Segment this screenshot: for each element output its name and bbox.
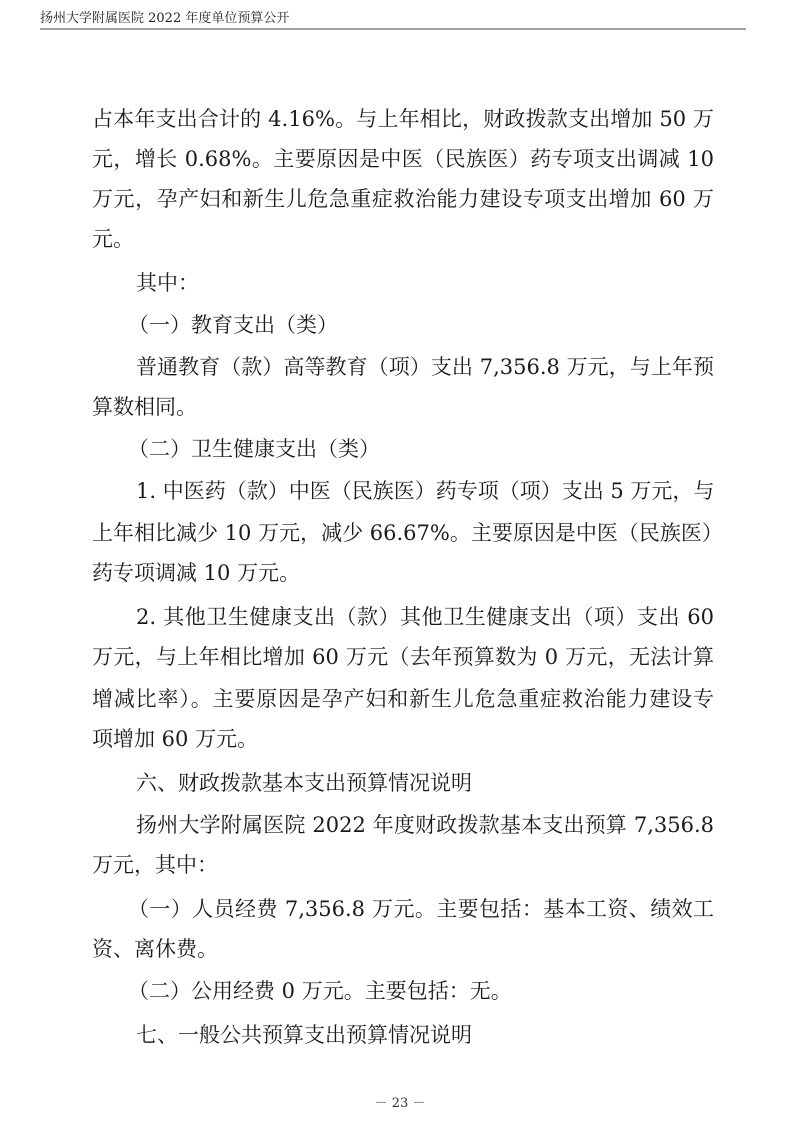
text-line: 万元，其中： [92, 853, 218, 877]
text-line: 增减比率）。主要原因是孕产妇和新生儿危急重症救治能力建设专 [92, 687, 714, 711]
header-divider [40, 28, 746, 30]
text-line: 普通教育（款）高等教育（项）支出 7,356.8 万元，与上年预 [136, 355, 714, 379]
text-line: （二）公用经费 0 万元。主要包括：无。 [128, 979, 512, 1003]
header-title: 扬州大学附属医院 2022 年度单位预算公开 [40, 11, 290, 26]
text-line: 药专项调减 10 万元。 [92, 561, 301, 585]
page-header [40, 10, 746, 30]
text-line: 资、离休费。 [92, 937, 218, 961]
text-line: 占本年支出合计的 4.16%。与上年相比，财政拨款支出增加 50 万 [92, 107, 714, 131]
text-line: 万元，与上年相比增加 60 万元（去年预算数为 0 万元，无法计算 [92, 645, 714, 669]
text-line: 项增加 60 万元。 [92, 727, 259, 751]
text-line: 元。 [92, 227, 134, 251]
text-line: 元，增长 0.68%。主要原因是中医（民族医）药专项支出调减 10 [92, 147, 714, 171]
text-line: 上年相比减少 10 万元，减少 66.67%。主要原因是中医（民族医） [92, 521, 723, 545]
text-line: 其中： [136, 271, 199, 295]
text-line: （二）卫生健康支出（类） [128, 437, 380, 461]
text-line: 万元，孕产妇和新生儿危急重症救治能力建设专项支出增加 60 万 [92, 187, 714, 211]
text-line: 算数相同。 [92, 395, 197, 419]
text-line: 六、财政拨款基本支出预算情况说明 [136, 771, 472, 795]
text-line: 2. 其他卫生健康支出（款）其他卫生健康支出（项）支出 60 [136, 605, 714, 629]
text-line: （一）人员经费 7,356.8 万元。主要包括：基本工资、绩效工 [128, 897, 714, 921]
text-line: （一）教育支出（类） [128, 313, 338, 337]
text-line: 七、一般公共预算支出预算情况说明 [136, 1023, 472, 1047]
text-line: 扬州大学附属医院 2022 年度财政拨款基本支出预算 7,356.8 [136, 813, 714, 837]
page-number: － 23 － [374, 1096, 426, 1111]
text-line: 1. 中医药（款）中医（民族医）药专项（项）支出 5 万元，与 [136, 479, 715, 503]
